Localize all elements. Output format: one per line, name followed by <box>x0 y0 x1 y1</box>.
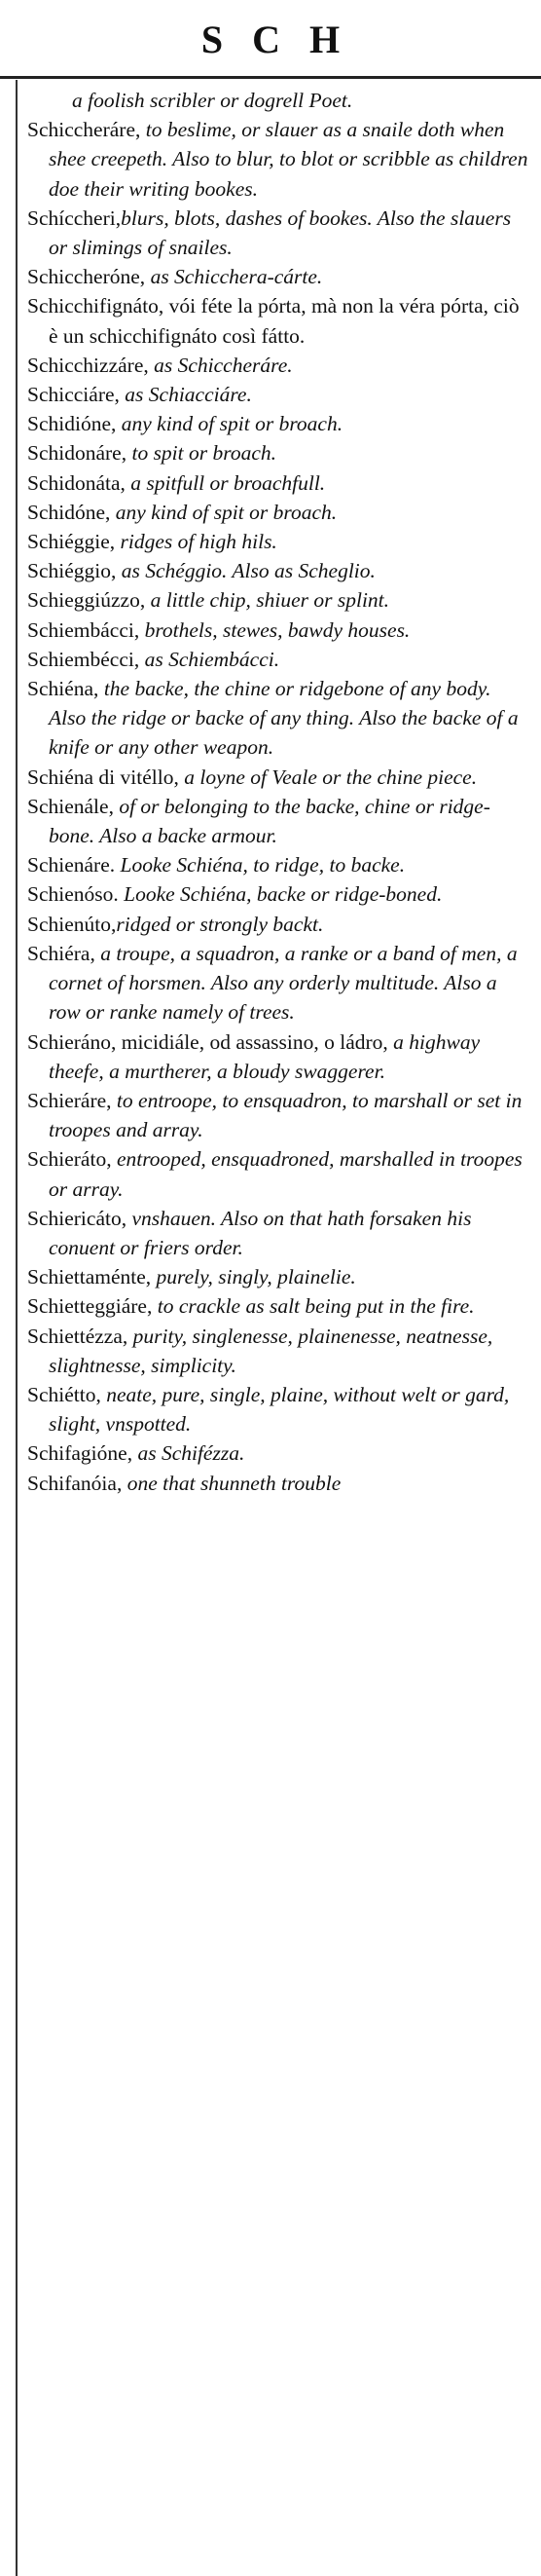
entry-headword: Schiéggio, <box>27 559 117 583</box>
entry-headword: Schieggiúzzo, <box>27 588 146 613</box>
dictionary-entry <box>27 438 531 467</box>
entry-definition: to beslime, or slauer as a snaile doth when shee creepeth. Also to blur, to blot or scribble as children doe their writing bookes. <box>49 118 528 201</box>
column-rule <box>16 80 18 2576</box>
entry-definition: to entroope, to ensquadron, to marshall or set in troopes and array. <box>49 1088 523 1142</box>
entry-definition: as Schifézza. <box>132 1441 245 1466</box>
entry-definition: as Schiembácci. <box>139 647 280 671</box>
entry-definition: ridges of high hils. <box>115 530 277 554</box>
entry-headword: Schieráno, micidiále, od assassino, o ládro, <box>27 1029 388 1054</box>
entry-headword: Schiccheráre, <box>27 118 141 142</box>
dictionary-entry <box>27 115 531 204</box>
dictionary-column <box>27 86 531 1498</box>
entry-definition: a little chip, shiuer or splint. <box>145 588 390 613</box>
entry-definition: of or belonging to the backe, chine or ridge-bone. Also a backe armour. <box>49 794 490 848</box>
entry-definition: as Schiccheráre. <box>148 353 293 377</box>
entry-definition: any kind of spit or broach. <box>116 412 343 436</box>
entry-headword: Schienóso. <box>27 882 119 907</box>
dictionary-entry <box>27 86 531 115</box>
entry-headword: Schieráre, <box>27 1088 112 1112</box>
entry-headword: Schiembácci, <box>27 617 140 642</box>
dictionary-entry <box>27 351 531 380</box>
entry-definition: Looke Schiéna, to ridge, to backe. <box>115 853 406 877</box>
dictionary-entry <box>27 409 531 438</box>
entry-definition: as Schéggio. Also as Scheglio. <box>116 559 376 583</box>
entry-headword: Schiettézza, <box>27 1324 128 1348</box>
dictionary-entry <box>27 1380 531 1438</box>
entry-headword: Schicchizzáre, <box>27 353 149 377</box>
dictionary-entry <box>27 910 531 939</box>
dictionary-entry <box>27 1262 531 1291</box>
entry-headword: Schiéra, <box>27 941 95 965</box>
dictionary-entry <box>27 1086 531 1144</box>
dictionary-entry <box>27 763 531 792</box>
dictionary-entry <box>27 380 531 409</box>
dictionary-entry <box>27 1027 531 1086</box>
entry-definition: Looke Schiéna, backe or ridge-boned. <box>118 882 443 907</box>
dictionary-entry <box>27 291 531 350</box>
dictionary-entry <box>27 556 531 585</box>
dictionary-entry <box>27 468 531 498</box>
entry-headword: Schietteggiáre, <box>27 1294 153 1319</box>
header-rule <box>0 76 541 79</box>
entry-headword: Schieráto, <box>27 1147 112 1172</box>
entry-headword: Schiéna di vitéllo, <box>27 765 179 789</box>
entry-headword: Schíccheri, <box>27 205 122 230</box>
dictionary-entry <box>27 1204 531 1262</box>
dictionary-entry <box>27 879 531 909</box>
dictionary-entry <box>27 1291 531 1321</box>
dictionary-entry <box>27 204 531 262</box>
entry-definition: a troupe, a squadron, a ranke or a band of men, a cornet of horsmen. Also any orderly multitude. Also a row or ranke namely of trees. <box>49 941 518 1025</box>
entry-headword: Schiccheróne, <box>27 265 146 289</box>
entry-definition: ridged or strongly backt. <box>116 912 324 936</box>
entry-headword: Schicciáre, <box>27 383 120 407</box>
entry-definition: a highway theefe, a murtherer, a bloudy swaggerer. <box>49 1029 481 1083</box>
dictionary-entry <box>27 585 531 615</box>
entry-definition: a spitfull or broachfull. <box>125 470 326 495</box>
page-header <box>0 0 541 78</box>
dictionary-entry <box>27 939 531 1027</box>
entry-definition: as Schiacciáre. <box>119 383 252 407</box>
entry-definition: brothels, stewes, bawdy houses. <box>139 617 411 642</box>
entry-definition: a foolish scribler or dogrell Poet. <box>72 89 353 112</box>
entry-definition: a loyne of Veale or the chine piece. <box>178 765 478 789</box>
dictionary-entry <box>27 850 531 879</box>
dictionary-entry <box>27 792 531 850</box>
entry-headword: Schiembécci, <box>27 647 140 671</box>
entry-definition: entrooped, ensquadroned, marshalled in troopes or array. <box>49 1147 523 1201</box>
dictionary-entry <box>27 498 531 527</box>
entry-headword: Schidóne, <box>27 500 111 524</box>
running-head: SCH <box>200 17 370 61</box>
entry-definition: one that shunneth trouble <box>122 1471 342 1495</box>
entry-definition: vnshauen. Also on that hath forsaken his conuent or friers order. <box>49 1206 472 1259</box>
entry-headword: Schiéggie, <box>27 530 116 554</box>
dictionary-entry <box>27 1438 531 1468</box>
entry-headword: Schiericáto, <box>27 1206 127 1230</box>
entry-headword: Schidonáre, <box>27 441 127 466</box>
dictionary-entry <box>27 674 531 763</box>
entry-definition: to spit or broach. <box>126 441 276 466</box>
entry-definition: purely, singly, plainelie. <box>151 1265 356 1289</box>
entry-headword: Schicchifignáto, vói féte la pórta, mà non la véra pórta, ciò è un schicchifignáto così fátto. <box>27 294 520 348</box>
entry-headword: Schienúto, <box>27 912 117 936</box>
entry-definition: as Schicchera-cárte. <box>145 265 323 289</box>
dictionary-entry <box>27 645 531 674</box>
entry-definition: the backe, the chine or ridgebone of any body. Also the ridge or backe of any thing. Also the backe of a knife or any other weapon. <box>49 677 519 760</box>
dictionary-entry <box>27 262 531 291</box>
entry-definition: neate, pure, single, plaine, without welt or gard, slight, vnspotted. <box>49 1382 510 1437</box>
entry-definition: any kind of spit or broach. <box>110 500 338 524</box>
entry-headword: Schienále, <box>27 794 114 818</box>
dictionary-entry <box>27 527 531 556</box>
dictionary-entry <box>27 1322 531 1380</box>
entry-definition: purity, singlenesse, plainenesse, neatnesse, slightnesse, simplicity. <box>49 1324 493 1377</box>
dictionary-entry <box>27 616 531 645</box>
entry-definition: blurs, blots, dashes of bookes. Also the slauers or slimings of snailes. <box>49 205 512 260</box>
dictionary-entry <box>27 1144 531 1203</box>
entry-headword: Schienáre. <box>27 853 116 877</box>
dictionary-entry <box>27 1469 531 1498</box>
entry-headword: Schiétto, <box>27 1382 101 1406</box>
entry-headword: Schidióne, <box>27 412 117 436</box>
entry-headword: Schiéna, <box>27 677 99 701</box>
entry-headword: Schifanóia, <box>27 1471 123 1495</box>
entry-headword: Schifagióne, <box>27 1441 133 1466</box>
entry-headword: Schidonáta, <box>27 470 126 495</box>
entry-headword: Schiettaménte, <box>27 1265 152 1289</box>
entry-definition: to crackle as salt being put in the fire. <box>152 1294 475 1319</box>
